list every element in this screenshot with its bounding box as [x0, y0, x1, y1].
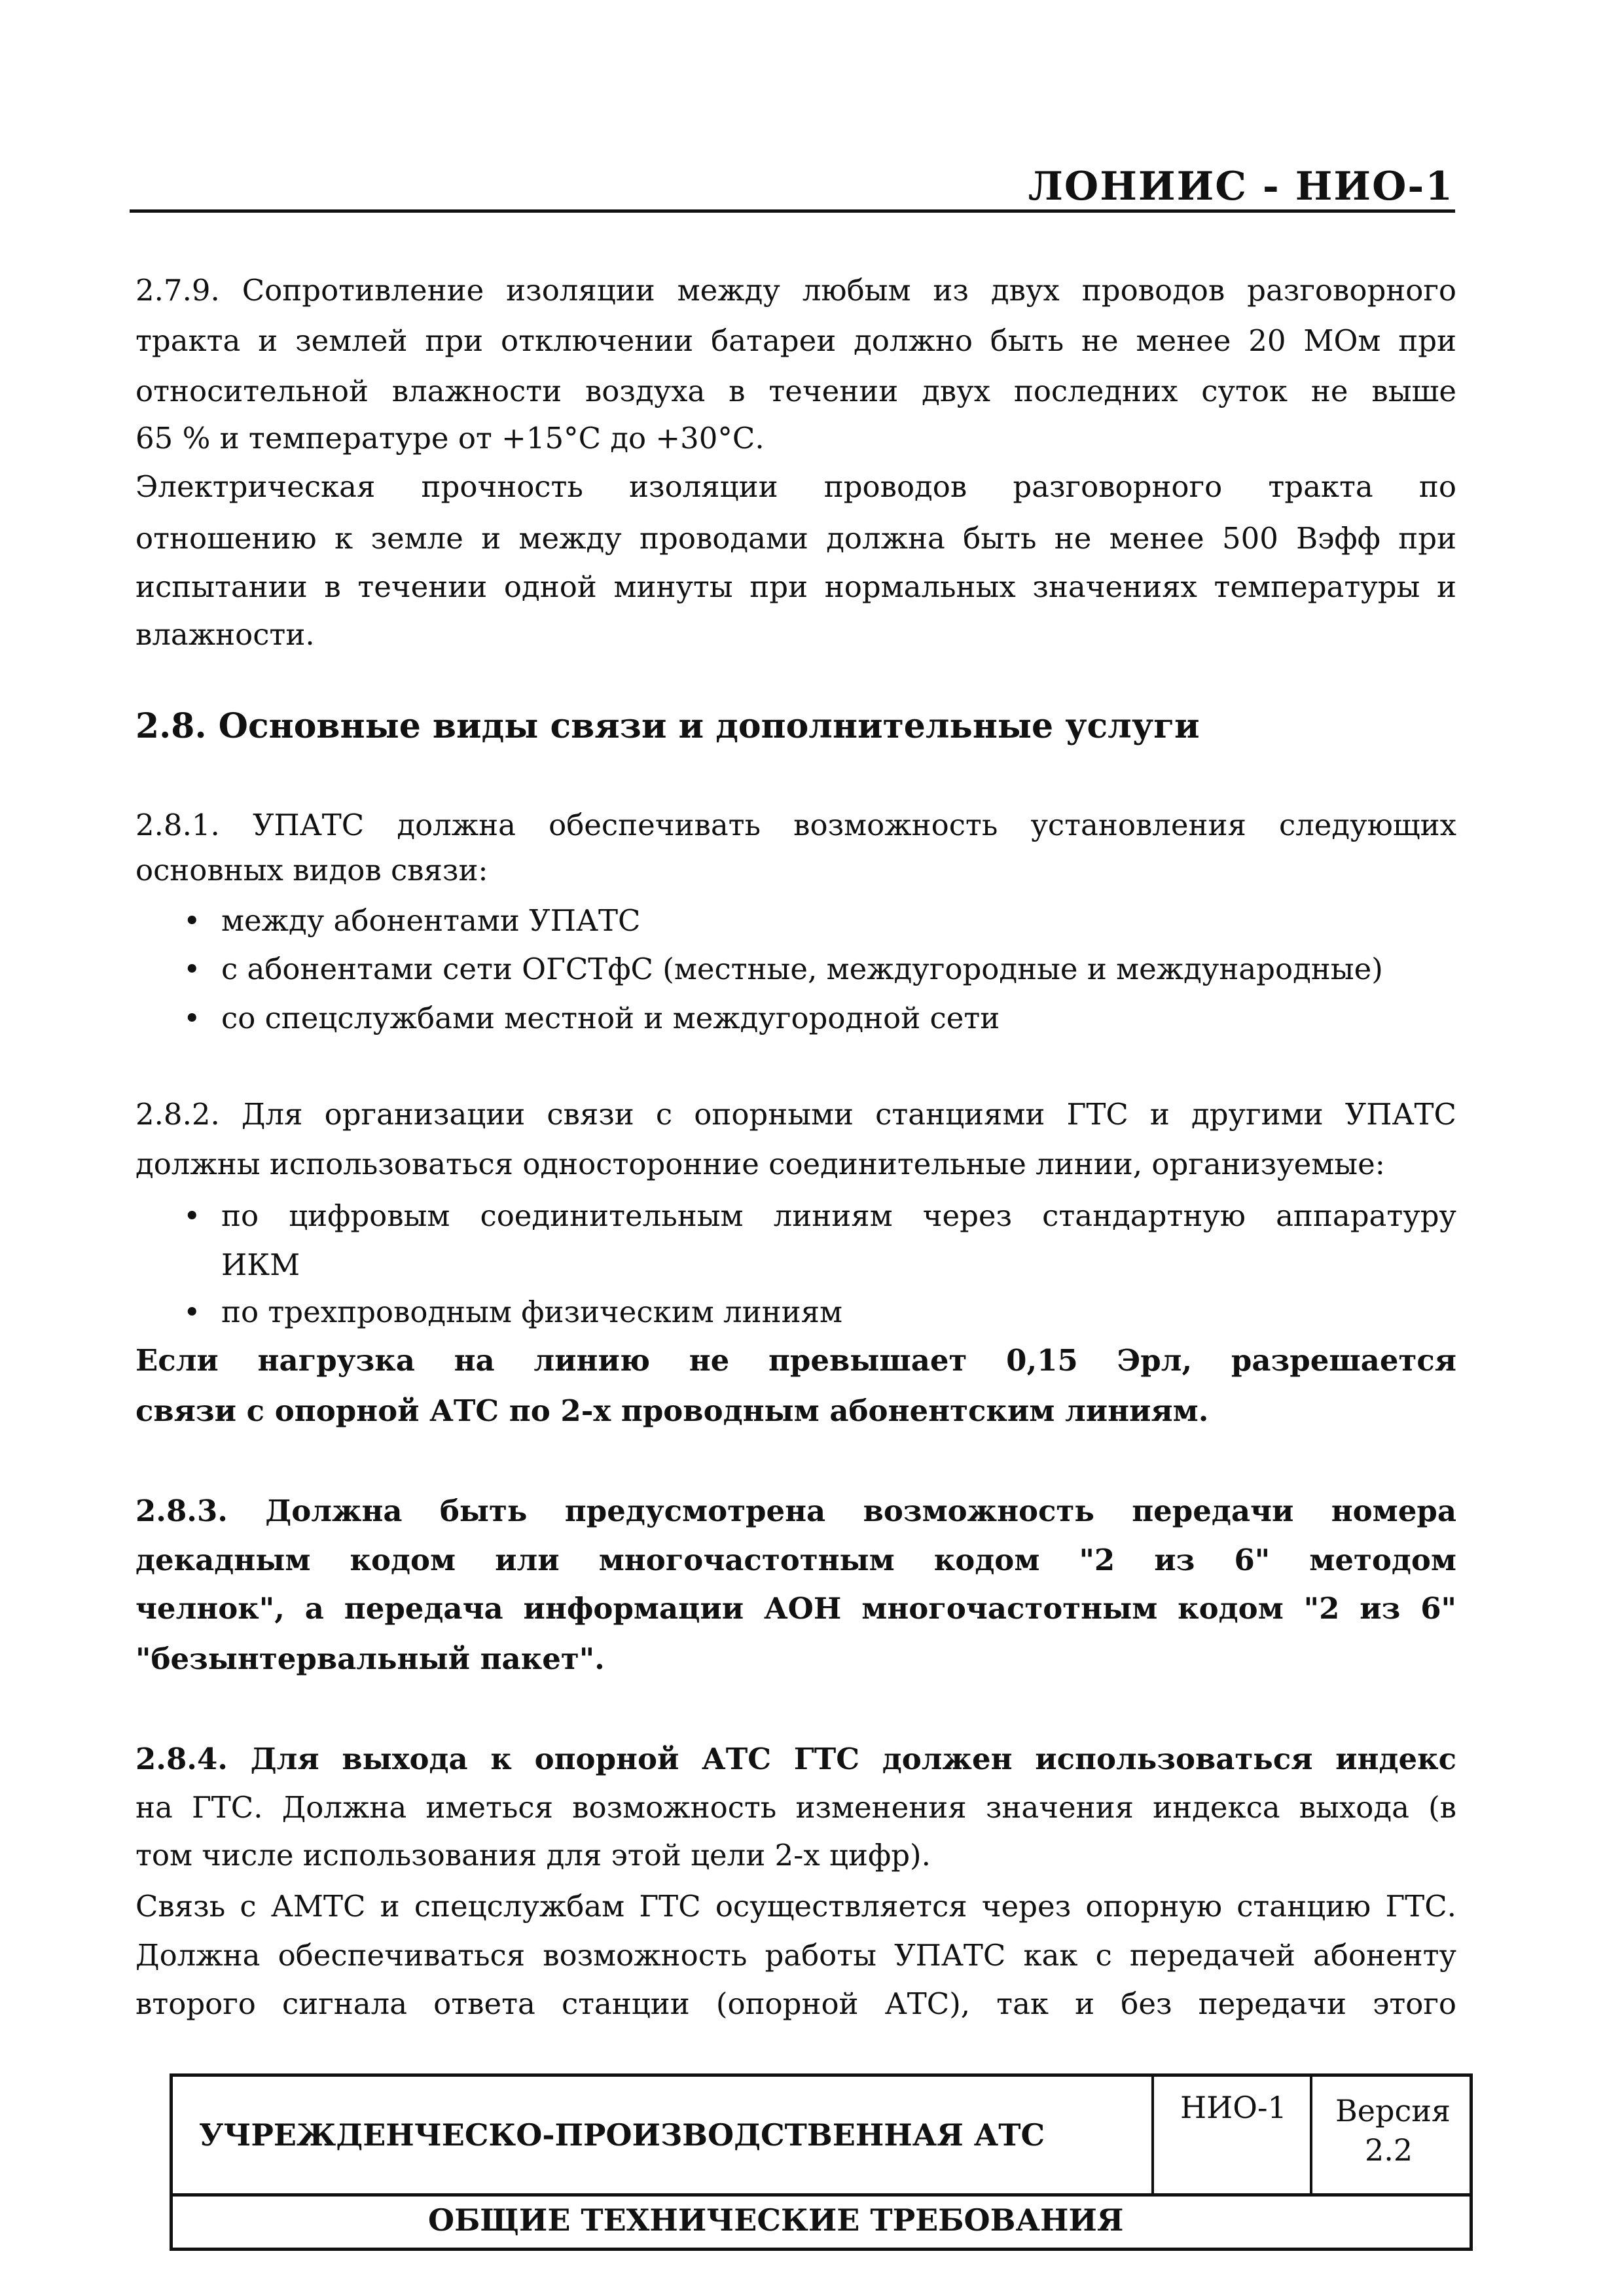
text-line: Должна обеспечиваться возможность работы УПАТС как с передачей абоненту	[135, 1938, 1456, 1973]
text-line: отношению к земле и между проводами должна быть не менее 500 Вэфф при	[135, 521, 1456, 556]
footer-version-cell	[1312, 2077, 1470, 2193]
text-line: Если нагрузка на линию не превышает 0,15 Эрл, разрешается	[135, 1343, 1456, 1378]
footer-title: УЧРЕЖДЕНЧЕСКО-ПРОИЗВОДСТВЕННАЯ АТС	[199, 2117, 1045, 2153]
bullet-icon: •	[183, 952, 201, 986]
text-line: 2.8.4. Для выхода к опорной АТС ГТС должен использоваться индекс	[135, 1742, 1456, 1776]
text-line: 65 % и температуре от +15°С до +30°С.	[135, 421, 765, 456]
list-item-continuation: ИКМ	[221, 1247, 300, 1282]
text-line: на ГТС. Должна иметься возможность изменения значения индекса выхода (в	[135, 1790, 1456, 1825]
section-heading: 2.8. Основные виды связи и дополнительные услуги	[135, 706, 1200, 746]
list-item: по цифровым соединительным линиям через стандартную аппаратуру	[221, 1198, 1456, 1233]
document-header: ЛОНИИС - НИО-1	[1028, 164, 1454, 209]
text-line: 2.8.1. УПАТС должна обеспечивать возможность установления следующих	[135, 808, 1456, 842]
text-line: должны использоваться односторонние соединительные линии, организуемые:	[135, 1147, 1385, 1181]
text-line: "безынтервальный пакет".	[135, 1641, 605, 1676]
list-item: со спецслужбами местной и междугородной сети	[221, 1001, 1000, 1035]
text-line: основных видов связи:	[135, 853, 488, 888]
list-item: по трехпроводным физическим линиям	[221, 1295, 842, 1329]
text-line: 2.8.2. Для организации связи с опорными станциями ГТС и другими УПАТС	[135, 1097, 1456, 1132]
list-item: с абонентами сети ОГСТфС (местные, междугородные и международные)	[221, 952, 1383, 986]
footer-version: 2.2	[1365, 2132, 1413, 2168]
bullet-icon: •	[183, 903, 201, 938]
header-rule	[130, 209, 1455, 213]
list-item: между абонентами УПАТС	[221, 903, 641, 938]
text-line: испытании в течении одной минуты при нормальных значениях температуры и	[135, 569, 1456, 604]
text-line: связи с опорной АТС по 2-х проводным абонентским линиям.	[135, 1393, 1209, 1428]
text-line: Связь с АМТС и спецслужбам ГТС осуществляется через опорную станцию ГТС.	[135, 1889, 1456, 1924]
text-line: влажности.	[135, 617, 315, 652]
footer-title-block	[170, 2073, 1473, 2251]
text-line: челнок", а передача информации АОН многочастотным кодом "2 из 6"	[135, 1591, 1456, 1626]
footer-code: НИО-1	[1180, 2090, 1287, 2125]
footer-code-cell	[1154, 2077, 1312, 2193]
bullet-icon: •	[183, 1001, 201, 1035]
bullet-icon: •	[183, 1198, 201, 1233]
text-line: второго сигнала ответа станции (опорной АТС), так и без передачи этого	[135, 1986, 1456, 2021]
text-line: Электрическая прочность изоляции проводов разговорного тракта по	[135, 469, 1456, 504]
text-line: том числе использования для этой цели 2-х цифр).	[135, 1838, 931, 1873]
text-line: 2.8.3. Должна быть предусмотрена возможность передачи номера	[135, 1494, 1456, 1528]
text-line: декадным кодом или многочастотным кодом "2 из 6" методом	[135, 1543, 1456, 1577]
footer-subtitle: ОБЩИЕ ТЕХНИЧЕСКИЕ ТРЕБОВАНИЯ	[428, 2202, 1124, 2238]
text-line: 2.7.9. Сопротивление изоляции между любым из двух проводов разговорного	[135, 273, 1456, 308]
bullet-icon: •	[183, 1295, 201, 1329]
footer-version-label: Версия	[1335, 2093, 1451, 2128]
text-line: относительной влажности воздуха в течении двух последних суток не выше	[135, 374, 1456, 408]
footer-top-row	[173, 2077, 1470, 2197]
footer-title-cell	[173, 2077, 1154, 2193]
text-line: тракта и землей при отключении батареи должно быть не менее 20 МОм при	[135, 323, 1456, 358]
